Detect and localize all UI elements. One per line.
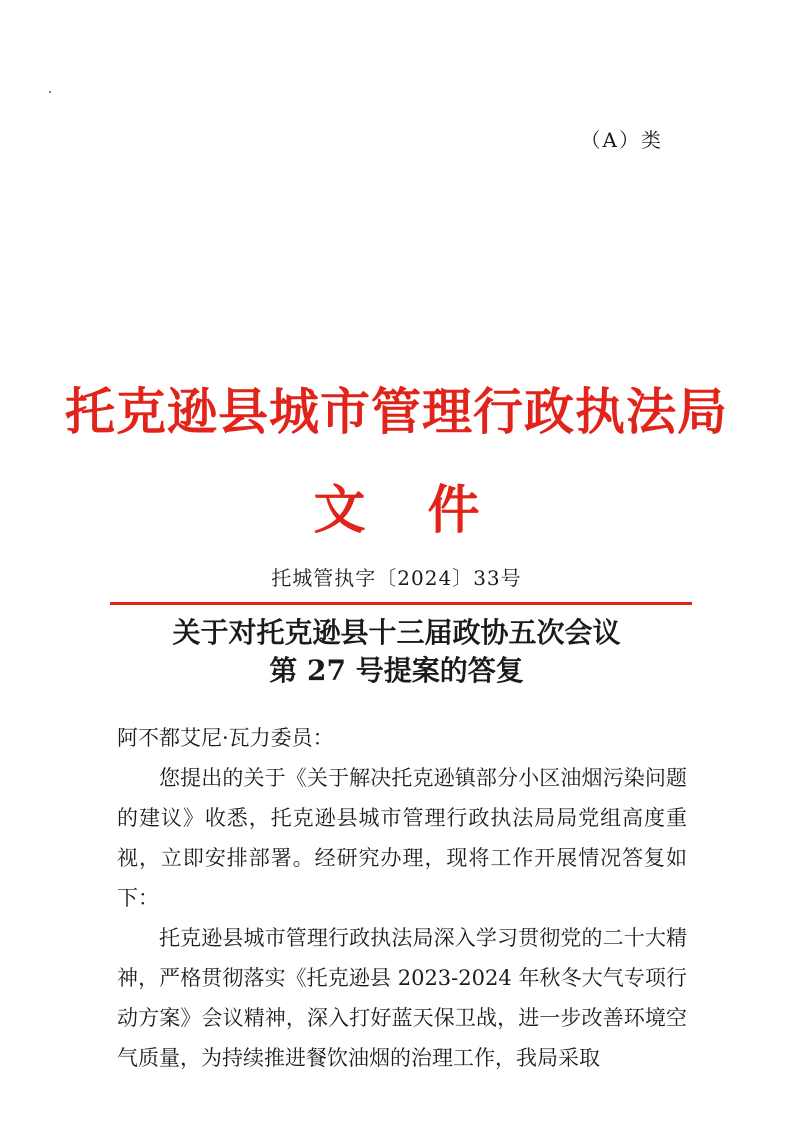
salutation: 阿不都艾尼·瓦力委员： — [117, 726, 334, 750]
scan-speck — [49, 91, 51, 93]
red-separator-line — [110, 602, 692, 605]
body-paragraph-1: 您提出的关于《关于解决托克逊镇部分小区油烟污染问题的建议》收悉，托克逊县城市管理行政执法局局党组高度重视，立即安排部署。经研究办理，现将工作开展情况答复如下： — [117, 766, 687, 910]
document-type-header: 文 件 — [313, 480, 502, 541]
document-number: 托城管执字〔2024〕33号 — [271, 566, 522, 590]
document-body — [117, 718, 687, 1078]
body-paragraph-2: 托克逊县城市管理行政执法局深入学习贯彻党的二十大精神，严格贯彻落实《托克逊县 2023-2024 年秋冬大气专项行动方案》会议精神，深入打好蓝天保卫战，进一步改善环境空气质量，为持续推进餐饮油烟的治理工作，我局采取 — [117, 926, 687, 1070]
title-line-1: 关于对托克逊县十三届政协五次会议 — [172, 616, 621, 649]
issuing-authority-header: 托克逊县城市管理行政执法局 — [65, 382, 728, 441]
document-title — [0, 614, 793, 690]
classification-mark: （A）类 — [580, 128, 663, 152]
title-line-2: 第 27 号提案的答复 — [269, 654, 524, 687]
